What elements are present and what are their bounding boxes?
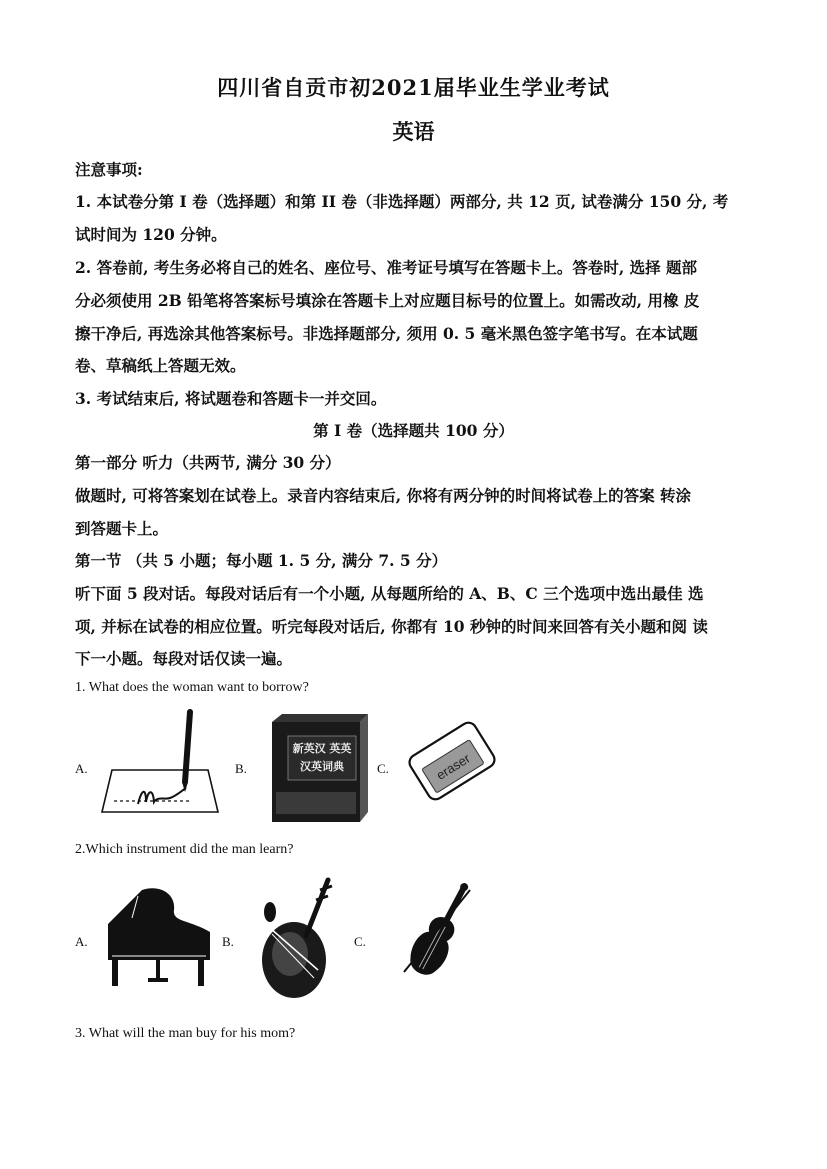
q1-option-a-label: A. bbox=[75, 761, 88, 776]
q2-option-b-label: B. bbox=[222, 934, 234, 949]
question-3-text: 3. What will the man buy for his mom? bbox=[75, 1026, 296, 1041]
dictionary-icon bbox=[268, 712, 370, 824]
q2-option-c-label: C. bbox=[354, 934, 366, 949]
exam-title: 四川省自贡市初2021届毕业生学业考试 bbox=[217, 75, 610, 100]
eraser-label: eraser bbox=[433, 750, 473, 783]
pen-signature-icon bbox=[100, 708, 222, 820]
notice-line: 分必须使用 2B 铅笔将答案标号填涂在答题卡上对应题目标号的位置上。如需改动, 用橡 皮 bbox=[75, 291, 700, 310]
notice-line: 试时间为 120 分钟。 bbox=[75, 225, 227, 244]
dictionary-title-line1: 新英汉 英英 bbox=[292, 742, 352, 755]
part1-instruction: 到答题卡上。 bbox=[75, 519, 169, 538]
piano-icon bbox=[102, 882, 216, 990]
q1-option-c-label: C. bbox=[377, 761, 389, 776]
notice-line: 2. 答卷前, 考生务必将自己的姓名、座位号、准考证号填写在答题卡上。答卷时, 选择 题部 bbox=[75, 258, 698, 277]
section1-instruction: 听下面 5 段对话。每段对话后有一个小题, 从每题所给的 A、B、C 三个选项中选出最佳 选 bbox=[75, 584, 704, 603]
part1-instruction: 做题时, 可将答案划在试卷上。录音内容结束后, 你将有两分钟的时间将试卷上的答案 转涂 bbox=[75, 486, 691, 505]
notice-line: 擦干净后, 再选涂其他答案标号。非选择题部分, 须用 0. 5 毫米黑色签字笔书写。在本试题 bbox=[75, 324, 698, 343]
notice-line: 3. 考试结束后, 将试题卷和答题卡一并交回。 bbox=[75, 389, 387, 408]
section1-title: 第一节 （共 5 小题；每小题 1. 5 分, 满分 7. 5 分） bbox=[75, 551, 448, 570]
section1-instruction: 项, 并标在试卷的相应位置。听完每段对话后, 你都有 10 秒钟的时间来回答有关小题和阅 读 bbox=[75, 617, 708, 636]
notice-line: 卷、草稿纸上答题无效。 bbox=[75, 356, 246, 375]
question-2-text: 2.Which instrument did the man learn? bbox=[75, 842, 294, 857]
section-title: 第 I 卷（选择题共 100 分） bbox=[313, 421, 514, 440]
eraser-icon bbox=[404, 716, 500, 806]
exam-subject: 英语 bbox=[392, 119, 435, 144]
part1-title: 第一部分 听力（共两节, 满分 30 分） bbox=[75, 453, 341, 472]
notice-heading: 注意事项: bbox=[75, 160, 143, 179]
dictionary-title-line2: 汉英词典 bbox=[300, 760, 344, 773]
violin-icon bbox=[396, 876, 476, 1004]
question-1-text: 1. What does the woman want to borrow? bbox=[75, 680, 309, 695]
q2-option-a-label: A. bbox=[75, 934, 88, 949]
q1-option-b-label: B. bbox=[235, 761, 247, 776]
section1-instruction: 下一小题。每段对话仅读一遍。 bbox=[75, 649, 293, 668]
pipa-icon bbox=[258, 876, 338, 1006]
notice-line: 1. 本试卷分第 I 卷（选择题）和第 II 卷（非选择题）两部分, 共 12 页, 试卷满分 150 分, 考 bbox=[75, 192, 729, 211]
